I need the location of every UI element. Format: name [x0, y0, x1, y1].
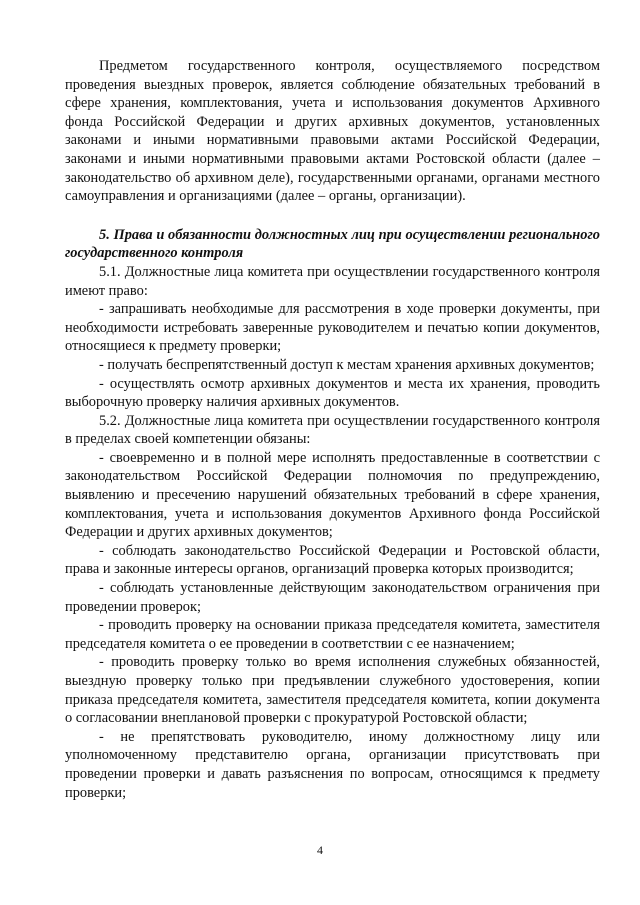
- page-number: 4: [317, 843, 323, 857]
- duty-item-3: - соблюдать установленные действующим законодательством ограничения при проведении проверок;: [65, 580, 600, 615]
- duty-item-4: - проводить проверку на основании приказа председателя комитета, заместителя председателя комитета о ее проведении в соответствии с ее назначением;: [65, 617, 600, 652]
- clause-5-1: 5.1. Должностные лица комитета при осуществлении государственного контроля имеют право:: [65, 263, 600, 299]
- right-item-3: - осуществлять осмотр архивных документов и места их хранения, проводить выборочную проверку наличия архивных документов.: [65, 375, 600, 411]
- duty-item-2: - соблюдать законодательство Российской Федерации и Ростовской области, права и законные интересы органов, организаций проверка которых производится;: [65, 542, 600, 578]
- right-item-2: - получать беспрепятственный доступ к местам хранения архивных документов;: [99, 356, 595, 373]
- clause-5-2: 5.2. Должностные лица комитета при осуществлении государственного контроля в пределах своей компетенции обязаны:: [65, 412, 600, 448]
- section-heading: 5. Права и обязанности должностных лиц при осуществлении регионального государственного контроля: [65, 226, 600, 262]
- duty-item-1: - своевременно и в полной мере исполнять предоставленные в соответствии с законодательством Российской Федерации полномочия по предупреждению, выявлению и пресечению нарушений обязательных требований в сфере хранения, комплектования, учета и использования документов Архивного фонда Российской Федерации и других архивных документов;: [65, 449, 600, 541]
- right-item-1: - запрашивать необходимые для рассмотрения в ходе проверки документы, при необходимости истребовать заверенные руководителем и печатью копии документов, относящиеся к предмету проверки;: [65, 301, 600, 355]
- duty-item-6: - не препятствовать руководителю, иному должностному лицу или уполномоченному представителю органа, организации присутствовать при проведении проверки и давать разъяснения по вопросам, относящимся к предмету проверки;: [65, 728, 600, 801]
- duty-item-5: - проводить проверку только во время исполнения служебных обязанностей, выездную проверку только при предъявлении служебного удостоверения, копии приказа председателя комитета, заместителя председателя комитета, копии документа о согласовании внеплановой проверки с прокуратурой Ростовской области;: [65, 654, 600, 727]
- intro-paragraph: Предметом государственного контроля, осуществляемого посредством проведения выездных проверок, является соблюдение обязательных требований в сфере хранения, комплектования, учета и использования документов Архивного фонда Российской Федерации и других архивных документов, установленных законами и иными нормативными правовыми актами Российской Федерации, законами и иными нормативными правовыми актами Ростовской области (далее – законодательство об архивном деле), государственными органами, органами местного самоуправления и организациями (далее – органы, организации).: [65, 58, 600, 205]
